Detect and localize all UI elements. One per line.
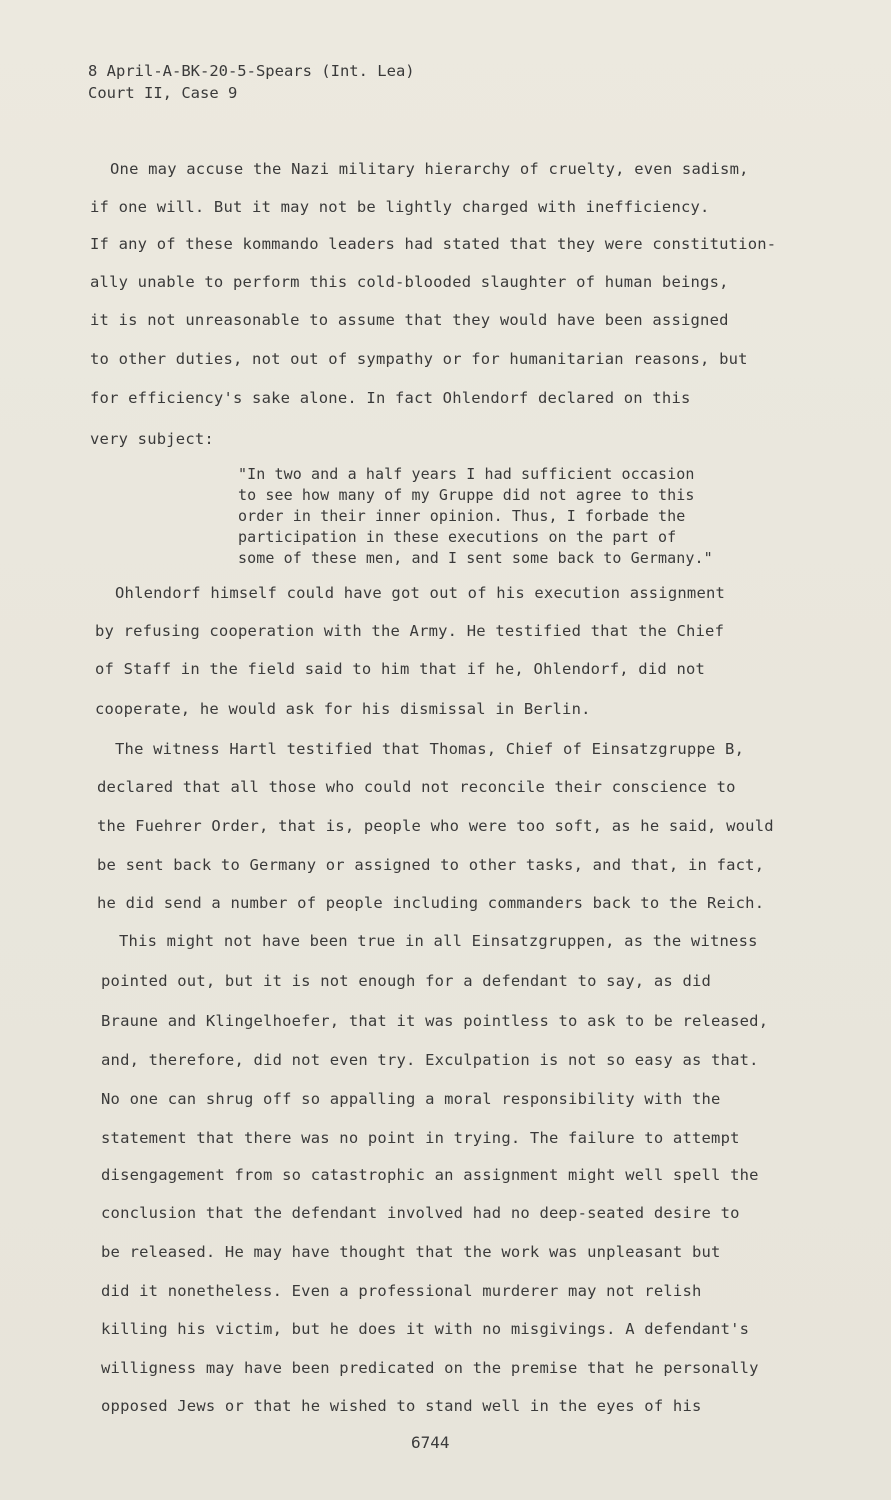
body-line: statement that there was no point in trying. The failure to attempt <box>101 1129 740 1147</box>
page-number: 6744 <box>411 1433 450 1452</box>
body-line: very subject: <box>90 430 214 448</box>
body-line: Ohlendorf himself could have got out of his execution assignment <box>115 584 726 602</box>
body-line: cooperate, he would ask for his dismissal in Berlin. <box>95 700 591 718</box>
body-line: ally unable to perform this cold-blooded slaughter of human beings, <box>90 273 729 291</box>
body-line: did it nonetheless. Even a professional murderer may not relish <box>101 1282 702 1300</box>
body-line: be sent back to Germany or assigned to other tasks, and that, in fact, <box>97 856 765 874</box>
body-line: the Fuehrer Order, that is, people who were too soft, as he said, would <box>97 817 774 835</box>
quote-line: "In two and a half years I had sufficient occasion <box>238 465 695 483</box>
header-reference: 8 April-A-BK-20-5-Spears (Int. Lea) <box>88 62 415 80</box>
quote-line: some of these men, and I sent some back to Germany." <box>238 549 713 567</box>
body-line: This might not have been true in all Einsatzgruppen, as the witness <box>119 932 758 950</box>
body-line: it is not unreasonable to assume that they would have been assigned <box>90 311 729 329</box>
body-line: One may accuse the Nazi military hierarchy of cruelty, even sadism, <box>110 160 749 178</box>
body-line: if one will. But it may not be lightly charged with inefficiency. <box>90 198 710 216</box>
body-line: opposed Jews or that he wished to stand well in the eyes of his <box>101 1397 702 1415</box>
body-line: If any of these kommando leaders had stated that they were constitution- <box>90 235 777 253</box>
body-line: he did send a number of people including commanders back to the Reich. <box>97 894 765 912</box>
quote-line: order in their inner opinion. Thus, I forbade the <box>238 507 686 525</box>
body-line: pointed out, but it is not enough for a defendant to say, as did <box>101 972 712 990</box>
body-line: willigness may have been predicated on the premise that he personally <box>101 1359 759 1377</box>
body-line: Braune and Klingelhoefer, that it was pointless to ask to be released, <box>101 1012 769 1030</box>
body-line: The witness Hartl testified that Thomas, Chief of Einsatzgruppe B, <box>115 740 745 758</box>
body-line: and, therefore, did not even try. Exculpation is not so easy as that. <box>101 1051 759 1069</box>
body-line: killing his victim, but he does it with no misgivings. A defendant's <box>101 1320 750 1338</box>
body-line: of Staff in the field said to him that if he, Ohlendorf, did not <box>95 660 706 678</box>
body-line: to other duties, not out of sympathy or for humanitarian reasons, but <box>90 350 748 368</box>
body-line: be released. He may have thought that the work was unpleasant but <box>101 1243 721 1261</box>
body-line: No one can shrug off so appalling a moral responsibility with the <box>101 1090 721 1108</box>
quote-line: participation in these executions on the part of <box>238 528 677 546</box>
body-line: disengagement from so catastrophic an assignment might well spell the <box>101 1166 759 1184</box>
body-line: by refusing cooperation with the Army. He testified that the Chief <box>95 622 725 640</box>
body-line: declared that all those who could not reconcile their conscience to <box>97 778 736 796</box>
header-court: Court II, Case 9 <box>88 84 238 102</box>
body-line: for efficiency's sake alone. In fact Ohlendorf declared on this <box>90 389 691 407</box>
body-line: conclusion that the defendant involved had no deep-seated desire to <box>101 1204 740 1222</box>
quote-line: to see how many of my Gruppe did not agree to this <box>238 486 695 504</box>
document-header <box>88 60 415 104</box>
